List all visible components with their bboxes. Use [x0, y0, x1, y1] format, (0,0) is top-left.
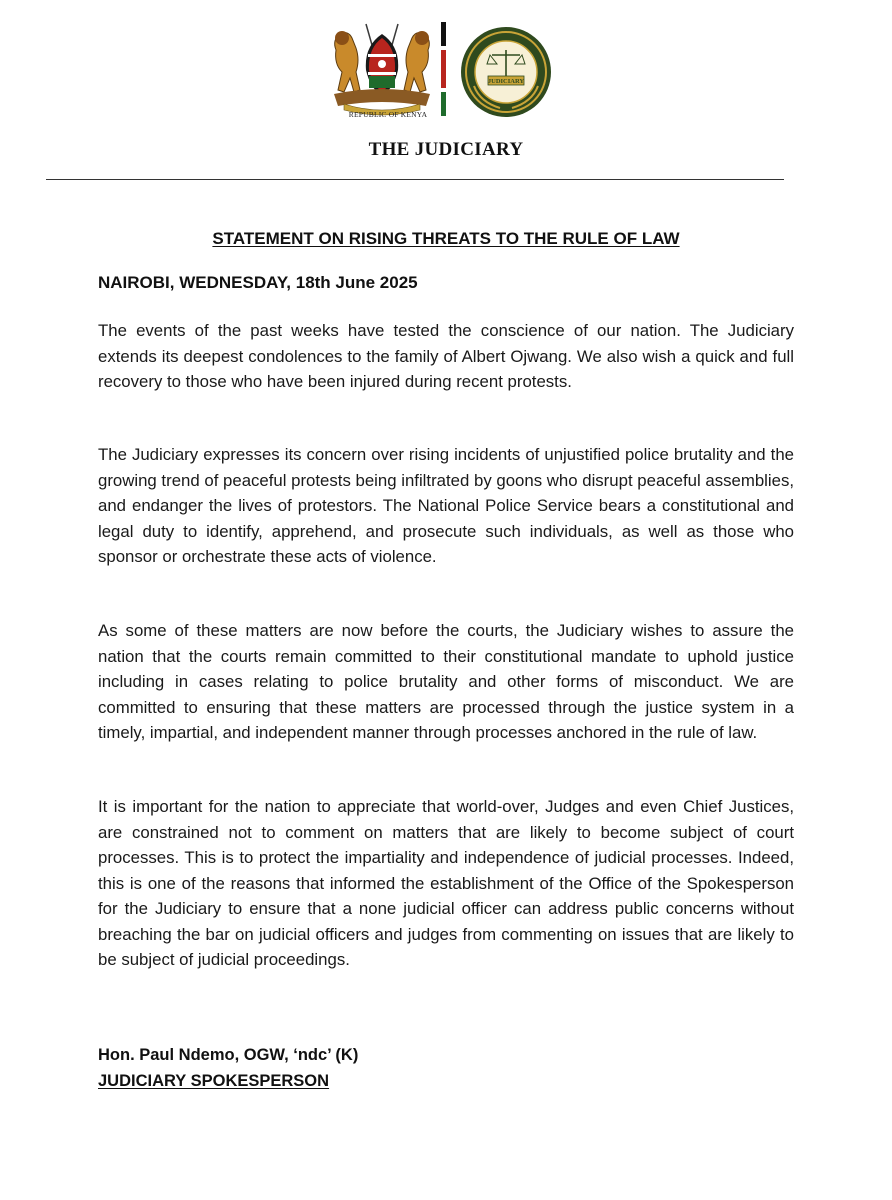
dateline: NAIROBI, WEDNESDAY, 18th June 2025	[98, 273, 418, 292]
body-paragraph: It is important for the nation to appreciate that world-over, Judges and even Chief Justices, are constrained not to comment on matters that are likely to become subject of court processes. This is to protect the impartiality and independence of judicial processes. Indeed, this is one of the reasons that informed the establishment of the Office of the Spokesperson for the Judiciary to ensure that a none judicial officer can address public concerns without breaching the bar on judicial officers and judges from commenting on issues that are likely to be subject of judicial proceedings.	[98, 797, 794, 969]
letterhead-divider	[46, 179, 784, 180]
body-paragraph: The events of the past weeks have tested the conscience of our nation. The Judiciary extends its deepest condolences to the family of Albert Ojwang. We also wish a quick and full recovery to those who have been injured during recent protests.	[98, 321, 794, 391]
signatory-title: JUDICIARY SPOKESPERSON	[98, 1072, 330, 1090]
kenya-flag-bar	[441, 22, 446, 116]
body-paragraph: As some of these matters are now before the courts, the Judiciary wishes to assure the nation that the courts remain committed to their constitutional mandate to uphold justice including in cases relating to police brutality and other forms of misconduct. We are committed to ensuring that these matters are processed through the justice system in a timely, impartial, and independent manner through processes anchored in the rule of law.	[98, 621, 794, 742]
organization-name: THE JUDICIARY	[368, 139, 524, 160]
coat-of-arms-caption: REPUBLIC OF KENYA	[348, 110, 428, 119]
signatory-name: Hon. Paul Ndemo, OGW, ‘ndc’ (K)	[98, 1046, 359, 1064]
statement-title: STATEMENT ON RISING THREATS TO THE RULE OF LAW	[212, 229, 680, 248]
judiciary-seal-icon	[460, 26, 552, 118]
letterhead-logos	[326, 16, 566, 124]
seal-label: JUDICIARY	[487, 78, 525, 85]
coat-of-arms-icon	[326, 20, 438, 120]
body-paragraph: The Judiciary expresses its concern over rising incidents of unjustified police brutality and the growing trend of peaceful protests being infiltrated by goons who disrupt peaceful assemblies, and endanger the lives of protestors. The National Police Service bears a constitutional and legal duty to identify, apprehend, and prosecute such individuals, as well as those who sponsor or orchestrate these acts of violence.	[98, 445, 794, 566]
